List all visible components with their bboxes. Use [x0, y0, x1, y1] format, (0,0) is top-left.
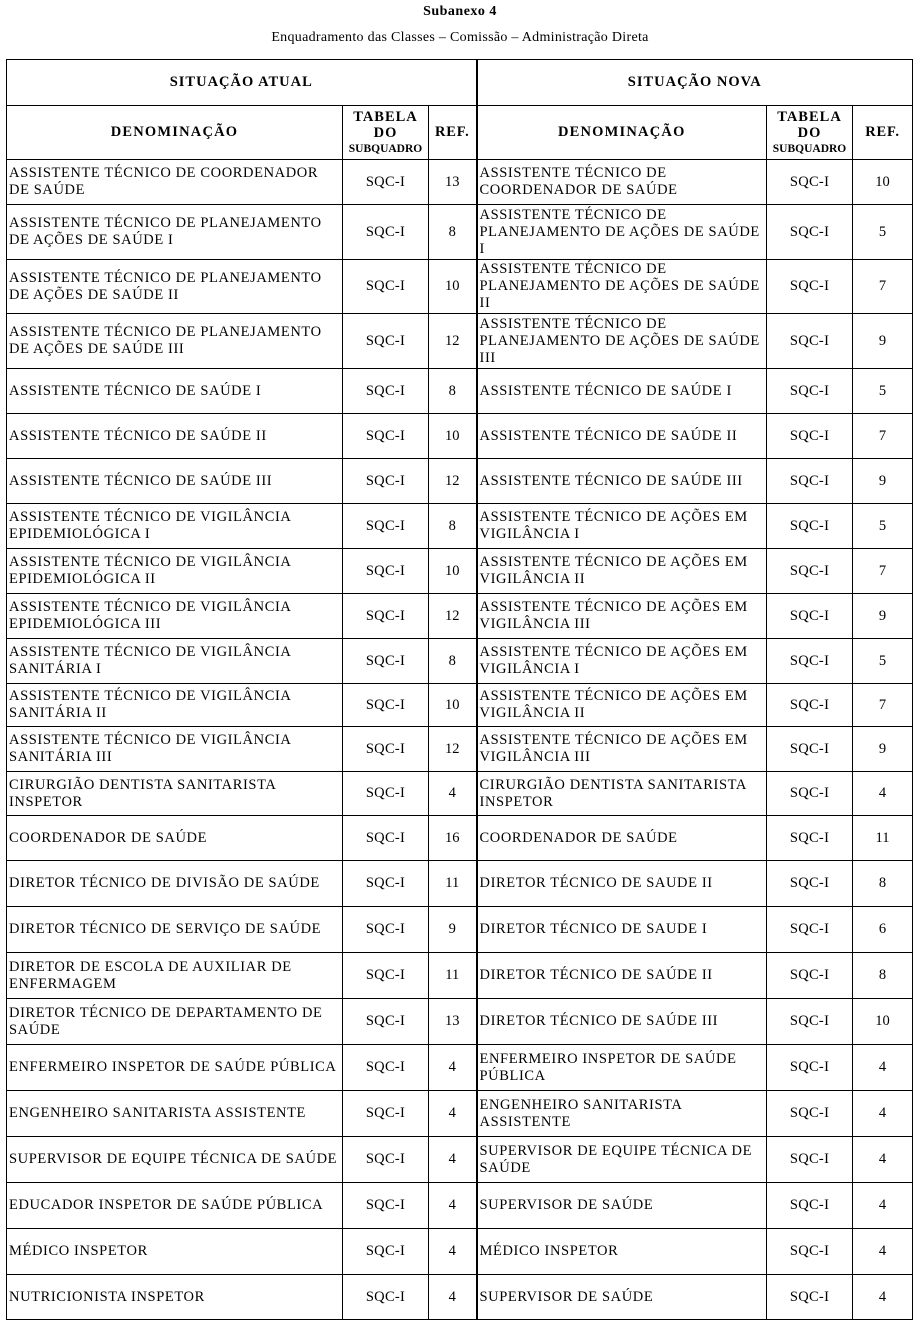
table-body: [7, 160, 913, 1320]
group-header-new: SITUAÇÃO NOVA: [477, 60, 913, 106]
cur-ref-cell: 8: [429, 369, 477, 414]
new-ref-cell: 9: [853, 314, 913, 369]
cur-denomination-cell: ASSISTENTE TÉCNICO DE VIGILÂNCIA EPIDEMIOLÓGICA I: [7, 504, 343, 549]
table-row: [7, 314, 913, 369]
new-ref-cell: 4: [853, 1229, 913, 1275]
new-table-cell: SQC-I: [767, 1275, 853, 1320]
cur-table-cell: SQC-I: [343, 639, 429, 684]
new-ref-cell: 7: [853, 414, 913, 459]
new-denomination-cell: SUPERVISOR DE SAÚDE: [477, 1275, 767, 1320]
cur-denomination-cell: MÉDICO INSPETOR: [7, 1229, 343, 1275]
new-denomination-cell: DIRETOR TÉCNICO DE SAUDE I: [477, 907, 767, 953]
column-header-ref-new: REF.: [853, 106, 913, 160]
new-table-cell: SQC-I: [767, 260, 853, 314]
cur-table-cell: SQC-I: [343, 504, 429, 549]
new-denomination-cell: DIRETOR TÉCNICO DE SAUDE II: [477, 861, 767, 907]
new-denomination-cell: ASSISTENTE TÉCNICO DE PLANEJAMENTO DE AÇÕES DE SAÚDE III: [477, 314, 767, 369]
cur-ref-cell: 13: [429, 160, 477, 205]
new-ref-cell: 5: [853, 504, 913, 549]
new-table-cell: SQC-I: [767, 205, 853, 260]
new-ref-cell: 11: [853, 816, 913, 861]
classification-table: [6, 59, 913, 1320]
table-row: [7, 1045, 913, 1091]
column-header-table-line1: TABELA: [777, 108, 842, 125]
cur-table-cell: SQC-I: [343, 1045, 429, 1091]
table-row: [7, 594, 913, 639]
column-header-denomination-current: DENOMINAÇÃO: [7, 106, 343, 160]
cur-denomination-cell: DIRETOR TÉCNICO DE SERVIÇO DE SAÚDE: [7, 907, 343, 953]
cur-denomination-cell: ASSISTENTE TÉCNICO DE SAÚDE II: [7, 414, 343, 459]
cur-ref-cell: 4: [429, 1229, 477, 1275]
new-denomination-cell: MÉDICO INSPETOR: [477, 1229, 767, 1275]
cur-ref-cell: 10: [429, 549, 477, 594]
cur-table-cell: SQC-I: [343, 1229, 429, 1275]
new-ref-cell: 4: [853, 1275, 913, 1320]
new-denomination-cell: ASSISTENTE TÉCNICO DE SAÚDE II: [477, 414, 767, 459]
cur-table-cell: SQC-I: [343, 260, 429, 314]
cur-table-cell: SQC-I: [343, 861, 429, 907]
table-row: [7, 1183, 913, 1229]
new-table-cell: SQC-I: [767, 999, 853, 1045]
cur-table-cell: SQC-I: [343, 1137, 429, 1183]
new-table-cell: SQC-I: [767, 549, 853, 594]
document-title: Subanexo 4: [423, 4, 497, 19]
cur-table-cell: SQC-I: [343, 414, 429, 459]
cur-denomination-cell: EDUCADOR INSPETOR DE SAÚDE PÚBLICA: [7, 1183, 343, 1229]
table-row: [7, 1275, 913, 1320]
new-denomination-cell: ASSISTENTE TÉCNICO DE PLANEJAMENTO DE AÇÕES DE SAÚDE II: [477, 260, 767, 314]
table-row: [7, 459, 913, 504]
cur-denomination-cell: ASSISTENTE TÉCNICO DE PLANEJAMENTO DE AÇÕES DE SAÚDE II: [7, 260, 343, 314]
table-row: [7, 260, 913, 314]
cur-ref-cell: 12: [429, 459, 477, 504]
new-table-cell: SQC-I: [767, 1229, 853, 1275]
new-denomination-cell: ENGENHEIRO SANITARISTA ASSISTENTE: [477, 1091, 767, 1137]
table-row: [7, 504, 913, 549]
new-table-cell: SQC-I: [767, 639, 853, 684]
cur-ref-cell: 10: [429, 260, 477, 314]
cur-ref-cell: 11: [429, 953, 477, 999]
cur-denomination-cell: NUTRICIONISTA INSPETOR: [7, 1275, 343, 1320]
cur-table-cell: SQC-I: [343, 594, 429, 639]
new-ref-cell: 5: [853, 639, 913, 684]
new-table-cell: SQC-I: [767, 314, 853, 369]
cur-table-cell: SQC-I: [343, 1183, 429, 1229]
new-denomination-cell: ASSISTENTE TÉCNICO DE COORDENADOR DE SAÚDE: [477, 160, 767, 205]
cur-ref-cell: 10: [429, 414, 477, 459]
cur-table-cell: SQC-I: [343, 772, 429, 816]
cur-denomination-cell: ENFERMEIRO INSPETOR DE SAÚDE PÚBLICA: [7, 1045, 343, 1091]
new-ref-cell: 7: [853, 260, 913, 314]
new-ref-cell: 9: [853, 459, 913, 504]
cur-denomination-cell: DIRETOR TÉCNICO DE DIVISÃO DE SAÚDE: [7, 861, 343, 907]
cur-ref-cell: 4: [429, 1091, 477, 1137]
cur-ref-cell: 8: [429, 205, 477, 260]
new-ref-cell: 10: [853, 999, 913, 1045]
column-header-table-line2: DO: [797, 124, 822, 141]
new-denomination-cell: ENFERMEIRO INSPETOR DE SAÚDE PÚBLICA: [477, 1045, 767, 1091]
cur-denomination-cell: ASSISTENTE TÉCNICO DE VIGILÂNCIA EPIDEMIOLÓGICA III: [7, 594, 343, 639]
cur-denomination-cell: ASSISTENTE TÉCNICO DE SAÚDE III: [7, 459, 343, 504]
table-row: [7, 861, 913, 907]
new-ref-cell: 9: [853, 594, 913, 639]
new-denomination-cell: CIRURGIÃO DENTISTA SANITARISTA INSPETOR: [477, 772, 767, 816]
cur-ref-cell: 11: [429, 861, 477, 907]
cur-table-cell: SQC-I: [343, 1275, 429, 1320]
cur-table-cell: SQC-I: [343, 205, 429, 260]
new-ref-cell: 10: [853, 160, 913, 205]
new-table-cell: SQC-I: [767, 160, 853, 205]
new-table-cell: SQC-I: [767, 953, 853, 999]
new-table-cell: SQC-I: [767, 772, 853, 816]
cur-ref-cell: 9: [429, 907, 477, 953]
new-denomination-cell: DIRETOR TÉCNICO DE SAÚDE III: [477, 999, 767, 1045]
table-row: [7, 727, 913, 772]
new-denomination-cell: ASSISTENTE TÉCNICO DE AÇÕES EM VIGILÂNCIA II: [477, 684, 767, 727]
table-row: [7, 684, 913, 727]
new-ref-cell: 6: [853, 907, 913, 953]
new-denomination-cell: ASSISTENTE TÉCNICO DE AÇÕES EM VIGILÂNCIA III: [477, 594, 767, 639]
table-row: [7, 160, 913, 205]
new-table-cell: SQC-I: [767, 907, 853, 953]
group-header-row: [7, 60, 913, 106]
cur-denomination-cell: DIRETOR DE ESCOLA DE AUXILIAR DE ENFERMAGEM: [7, 953, 343, 999]
cur-ref-cell: 12: [429, 727, 477, 772]
column-header-table-line2: DO: [373, 124, 398, 141]
group-header-current: SITUAÇÃO ATUAL: [7, 60, 477, 106]
new-ref-cell: 4: [853, 1045, 913, 1091]
new-denomination-cell: ASSISTENTE TÉCNICO DE AÇÕES EM VIGILÂNCIA I: [477, 504, 767, 549]
cur-table-cell: SQC-I: [343, 314, 429, 369]
new-ref-cell: 4: [853, 1137, 913, 1183]
table-row: [7, 1137, 913, 1183]
table-row: [7, 1229, 913, 1275]
cur-table-cell: SQC-I: [343, 369, 429, 414]
cur-table-cell: SQC-I: [343, 684, 429, 727]
new-ref-cell: 8: [853, 953, 913, 999]
new-table-cell: SQC-I: [767, 459, 853, 504]
column-header-ref-current: REF.: [429, 106, 477, 160]
table-row: [7, 205, 913, 260]
new-table-cell: SQC-I: [767, 861, 853, 907]
table-row: [7, 369, 913, 414]
cur-ref-cell: 4: [429, 1275, 477, 1320]
cur-denomination-cell: ASSISTENTE TÉCNICO DE COORDENADOR DE SAÚDE: [7, 160, 343, 205]
cur-table-cell: SQC-I: [343, 459, 429, 504]
cur-table-cell: SQC-I: [343, 160, 429, 205]
cur-denomination-cell: ASSISTENTE TÉCNICO DE VIGILÂNCIA SANITÁRIA III: [7, 727, 343, 772]
cur-denomination-cell: ASSISTENTE TÉCNICO DE VIGILÂNCIA SANITÁRIA I: [7, 639, 343, 684]
table-row: [7, 999, 913, 1045]
cur-denomination-cell: ASSISTENTE TÉCNICO DE VIGILÂNCIA EPIDEMIOLÓGICA II: [7, 549, 343, 594]
table-row: [7, 816, 913, 861]
cur-denomination-cell: CIRURGIÃO DENTISTA SANITARISTA INSPETOR: [7, 772, 343, 816]
new-denomination-cell: ASSISTENTE TÉCNICO DE SAÚDE I: [477, 369, 767, 414]
table-row: [7, 907, 913, 953]
new-denomination-cell: ASSISTENTE TÉCNICO DE AÇÕES EM VIGILÂNCIA I: [477, 639, 767, 684]
new-ref-cell: 8: [853, 861, 913, 907]
cur-denomination-cell: ASSISTENTE TÉCNICO DE VIGILÂNCIA SANITÁRIA II: [7, 684, 343, 727]
cur-ref-cell: 4: [429, 1137, 477, 1183]
new-table-cell: SQC-I: [767, 414, 853, 459]
cur-denomination-cell: ASSISTENTE TÉCNICO DE PLANEJAMENTO DE AÇÕES DE SAÚDE III: [7, 314, 343, 369]
cur-denomination-cell: ASSISTENTE TÉCNICO DE SAÚDE I: [7, 369, 343, 414]
new-denomination-cell: DIRETOR TÉCNICO DE SAÚDE II: [477, 953, 767, 999]
new-table-cell: SQC-I: [767, 1091, 853, 1137]
new-ref-cell: 5: [853, 205, 913, 260]
column-header-table-current: [343, 106, 429, 160]
new-denomination-cell: SUPERVISOR DE SAÚDE: [477, 1183, 767, 1229]
cur-denomination-cell: ASSISTENTE TÉCNICO DE PLANEJAMENTO DE AÇÕES DE SAÚDE I: [7, 205, 343, 260]
new-denomination-cell: ASSISTENTE TÉCNICO DE SAÚDE III: [477, 459, 767, 504]
new-denomination-cell: SUPERVISOR DE EQUIPE TÉCNICA DE SAÚDE: [477, 1137, 767, 1183]
cur-table-cell: SQC-I: [343, 727, 429, 772]
new-denomination-cell: ASSISTENTE TÉCNICO DE AÇÕES EM VIGILÂNCIA III: [477, 727, 767, 772]
cur-ref-cell: 10: [429, 684, 477, 727]
new-table-cell: SQC-I: [767, 1045, 853, 1091]
cur-ref-cell: 12: [429, 594, 477, 639]
new-table-cell: SQC-I: [767, 504, 853, 549]
new-ref-cell: 7: [853, 684, 913, 727]
cur-ref-cell: 4: [429, 1045, 477, 1091]
cur-ref-cell: 16: [429, 816, 477, 861]
table-row: [7, 1091, 913, 1137]
new-table-cell: SQC-I: [767, 1137, 853, 1183]
new-ref-cell: 5: [853, 369, 913, 414]
new-table-cell: SQC-I: [767, 594, 853, 639]
new-denomination-cell: ASSISTENTE TÉCNICO DE AÇÕES EM VIGILÂNCIA II: [477, 549, 767, 594]
cur-ref-cell: 12: [429, 314, 477, 369]
cur-table-cell: SQC-I: [343, 816, 429, 861]
new-table-cell: SQC-I: [767, 369, 853, 414]
cur-ref-cell: 4: [429, 772, 477, 816]
table-row: [7, 549, 913, 594]
new-table-cell: SQC-I: [767, 816, 853, 861]
new-ref-cell: 4: [853, 1091, 913, 1137]
column-header-denomination-new: DENOMINAÇÃO: [477, 106, 767, 160]
cur-denomination-cell: ENGENHEIRO SANITARISTA ASSISTENTE: [7, 1091, 343, 1137]
new-ref-cell: 9: [853, 727, 913, 772]
column-header-table-line1: TABELA: [353, 108, 418, 125]
table-row: [7, 414, 913, 459]
cur-ref-cell: 8: [429, 504, 477, 549]
document-subtitle: Enquadramento das Classes – Comissão – Administração Direta: [271, 30, 649, 45]
new-denomination-cell: COORDENADOR DE SAÚDE: [477, 816, 767, 861]
new-ref-cell: 4: [853, 1183, 913, 1229]
new-table-cell: SQC-I: [767, 684, 853, 727]
column-header-table-line3: SUBQUADRO: [348, 142, 423, 155]
column-header-row: [7, 106, 913, 160]
table-row: [7, 953, 913, 999]
cur-denomination-cell: DIRETOR TÉCNICO DE DEPARTAMENTO DE SAÚDE: [7, 999, 343, 1045]
cur-table-cell: SQC-I: [343, 907, 429, 953]
new-table-cell: SQC-I: [767, 1183, 853, 1229]
cur-ref-cell: 8: [429, 639, 477, 684]
new-denomination-cell: ASSISTENTE TÉCNICO DE PLANEJAMENTO DE AÇÕES DE SAÚDE I: [477, 205, 767, 260]
cur-denomination-cell: COORDENADOR DE SAÚDE: [7, 816, 343, 861]
new-ref-cell: 7: [853, 549, 913, 594]
cur-table-cell: SQC-I: [343, 549, 429, 594]
cur-ref-cell: 4: [429, 1183, 477, 1229]
column-header-table-new: [767, 106, 853, 160]
cur-table-cell: SQC-I: [343, 999, 429, 1045]
cur-ref-cell: 13: [429, 999, 477, 1045]
table-row: [7, 772, 913, 816]
cur-table-cell: SQC-I: [343, 1091, 429, 1137]
cur-table-cell: SQC-I: [343, 953, 429, 999]
new-ref-cell: 4: [853, 772, 913, 816]
table-row: [7, 639, 913, 684]
cur-denomination-cell: SUPERVISOR DE EQUIPE TÉCNICA DE SAÚDE: [7, 1137, 343, 1183]
new-table-cell: SQC-I: [767, 727, 853, 772]
column-header-table-line3: SUBQUADRO: [772, 142, 847, 155]
